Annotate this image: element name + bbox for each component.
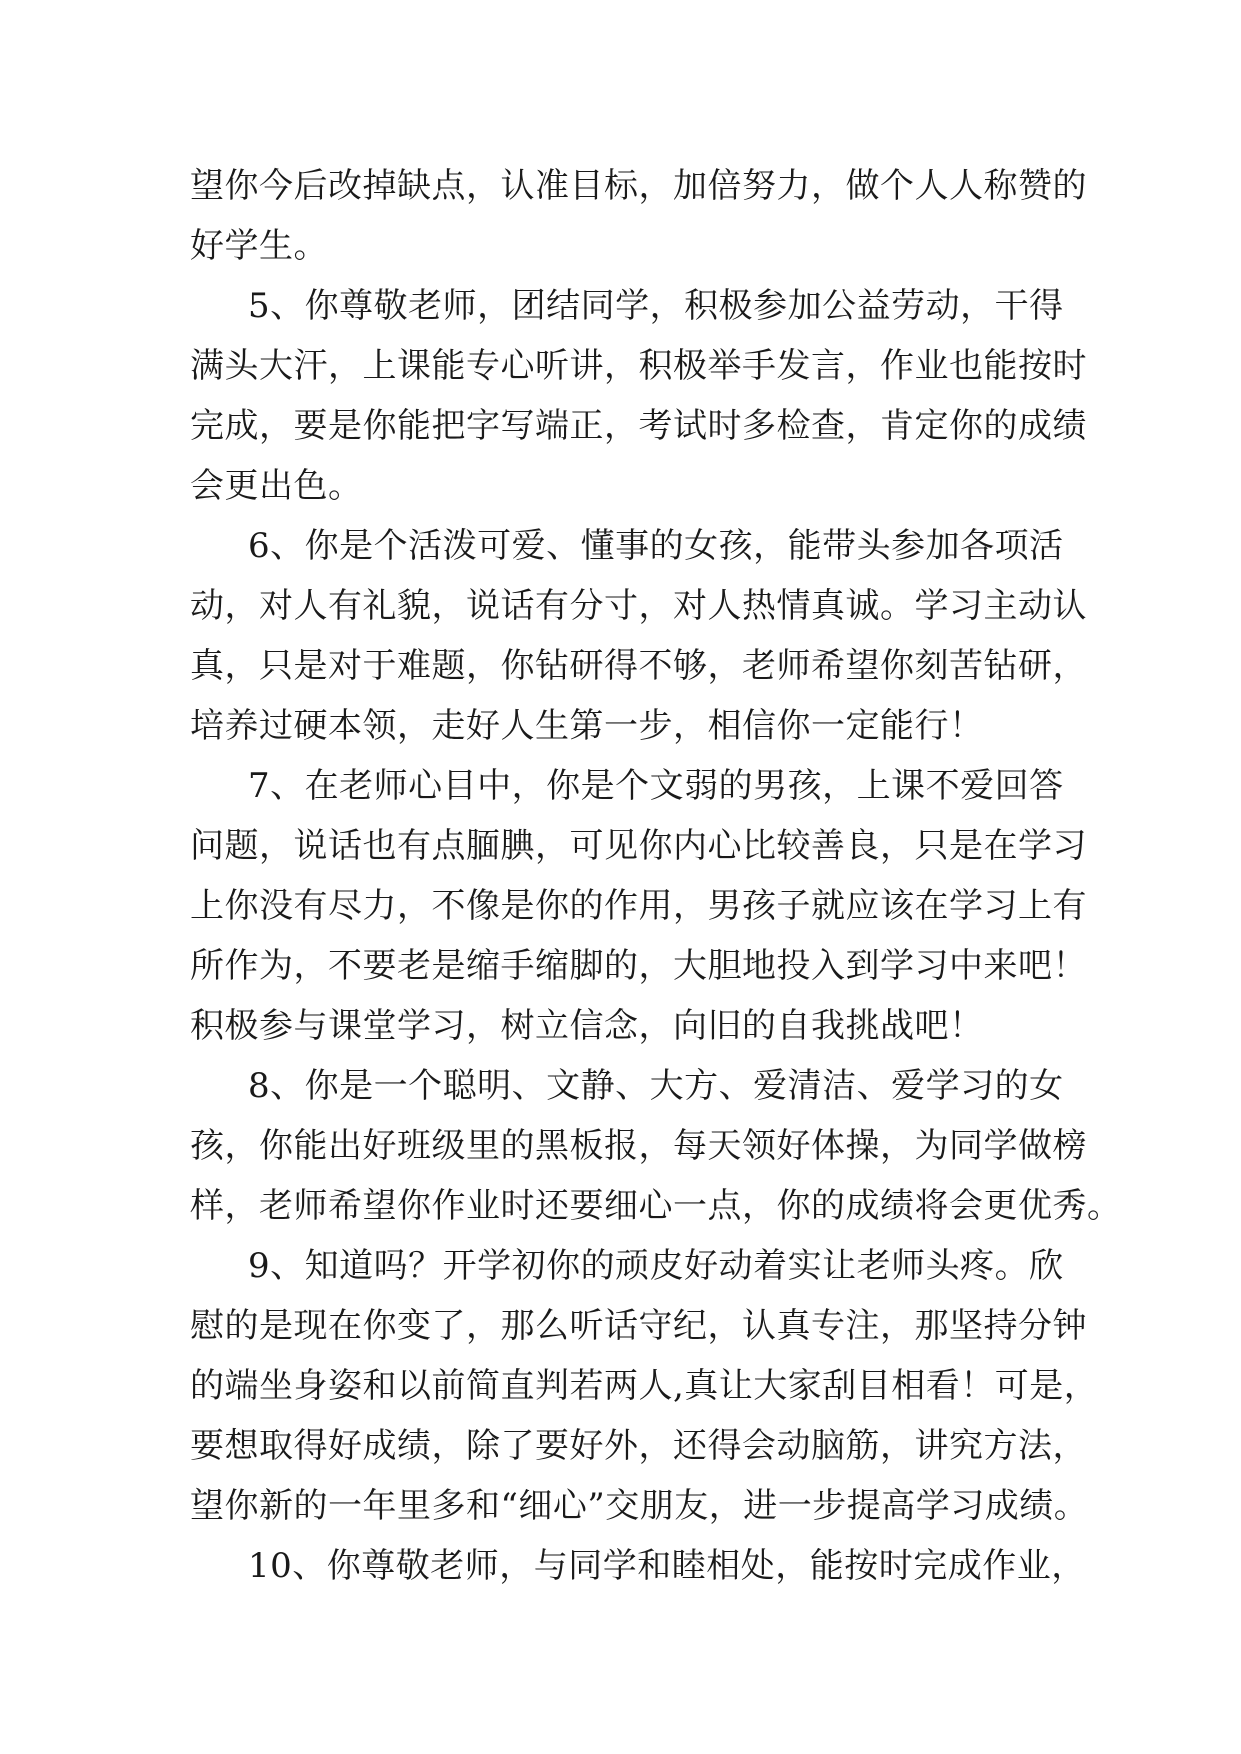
text-line: 孩，你能出好班级里的黑板报，每天领好体操，为同学做榜	[190, 1126, 1087, 1166]
text-line: 慰的是现在你变了，那么听话守纪，认真专注，那坚持分钟	[190, 1306, 1087, 1346]
text-line: 5、你尊敬老师，团结同学，积极参加公益劳动，干得	[248, 286, 1064, 326]
text-line: 6、你是个活泼可爱、懂事的女孩，能带头参加各项活	[248, 526, 1064, 566]
text-line: 样，老师希望你作业时还要细心一点，你的成绩将会更优秀。	[190, 1186, 1122, 1226]
text-line: 望你今后改掉缺点，认准目标，加倍努力，做个人人称赞的	[190, 166, 1087, 206]
text-line: 10、你尊敬老师，与同学和睦相处，能按时完成作业，	[248, 1546, 1086, 1586]
text-line: 完成，要是你能把字写端正，考试时多检查，肯定你的成绩	[190, 406, 1087, 446]
text-line: 上你没有尽力，不像是你的作用，男孩子就应该在学习上有	[190, 886, 1087, 926]
text-line: 好学生。	[190, 226, 328, 266]
text-line: 动，对人有礼貌，说话有分寸，对人热情真诚。学习主动认	[190, 586, 1087, 626]
text-line: 望你新的一年里多和“细心”交朋友，进一步提高学习成绩。	[190, 1486, 1089, 1526]
text-line: 要想取得好成绩，除了要好外，还得会动脑筋，讲究方法，	[190, 1426, 1087, 1466]
text-line: 8、你是一个聪明、文静、大方、爱清洁、爱学习的女	[248, 1066, 1064, 1106]
text-line: 的端坐身姿和以前简直判若两人,真让大家刮目相看！可是，	[190, 1366, 1099, 1406]
text-line: 问题，说话也有点腼腆，可见你内心比较善良，只是在学习	[190, 826, 1087, 866]
text-line: 所作为，不要老是缩手缩脚的，大胆地投入到学习中来吧！	[190, 946, 1087, 986]
document-body	[190, 156, 1122, 1596]
text-line: 会更出色。	[190, 466, 363, 506]
text-line: 7、在老师心目中，你是个文弱的男孩，上课不爱回答	[248, 766, 1064, 806]
text-line: 积极参与课堂学习，树立信念，向旧的自我挑战吧！	[190, 1006, 984, 1046]
text-line: 真，只是对于难题，你钻研得不够，老师希望你刻苦钻研，	[190, 646, 1087, 686]
text-line: 满头大汗，上课能专心听讲，积极举手发言，作业也能按时	[190, 346, 1087, 386]
text-line: 9、知道吗？开学初你的顽皮好动着实让老师头疼。欣	[248, 1246, 1064, 1286]
text-line: 培养过硬本领，走好人生第一步，相信你一定能行！	[190, 706, 984, 746]
